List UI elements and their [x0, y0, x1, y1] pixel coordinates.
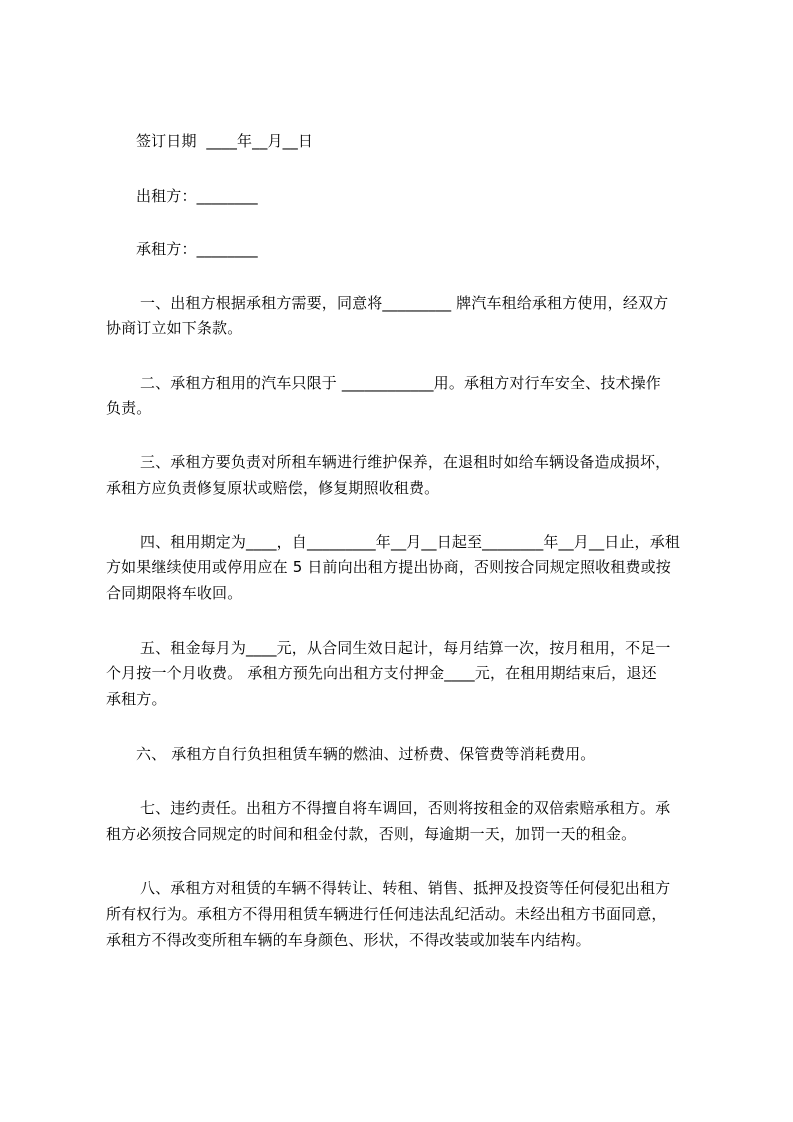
lessee-line: 承租方：________: [136, 240, 258, 258]
clause-1-line-1: 一、出租方根据承租方需要，同意将_________ 牌汽车租给承租方使用，经双方: [140, 294, 669, 312]
clause-7-line-2: 租方必须按合同规定的时间和租金付款，否则，每逾期一天，加罚一天的租金。: [106, 825, 637, 843]
clause-8-line-2: 所有权行为。承租方不得用租赁车辆进行任何违法乱纪活动。未经出租方书面同意，: [106, 905, 667, 923]
clause-1-line-2: 协商订立如下条款。: [106, 319, 243, 337]
clause-2-line-1: 二、承租方租用的汽车只限于 ____________用。承租方对行车安全、技术操作: [140, 374, 661, 392]
clause-4-line-1: 四、租用期定为____，自_________年__月__日起至________年__月__日止，承租: [140, 533, 681, 551]
clause-8-line-1: 八、承租方对租赁的车辆不得转让、转租、销售、抵押及投资等任何侵犯出租方: [140, 879, 671, 897]
clause-7-line-1: 七、违约责任。出租方不得擅自将车调回，否则将按租金的双倍索赔承租方。承: [140, 799, 671, 817]
clause-2-line-2: 负责。: [106, 399, 152, 417]
clause-3-line-2: 承租方应负责修复原状或赔偿，修复期照收租费。: [106, 479, 440, 497]
clause-6-line-1: 六、 承租方自行负担租赁车辆的燃油、过桥费、保管费等消耗费用。: [136, 745, 596, 763]
lessor-line: 出租方：________: [136, 187, 258, 205]
clause-5-line-1: 五、租金每月为____元，从合同生效日起计，每月结算一次，按月租用，不足一: [140, 639, 671, 657]
clause-4-line-3: 合同期限将车收回。: [106, 584, 243, 602]
clause-5-line-2: 个月按一个月收费。 承租方预先向出租方支付押金____元，在租用期结束后，退还: [106, 664, 657, 682]
clause-8-line-3: 承租方不得改变所租车辆的车身颜色、形状，不得改装或加装车内结构。: [106, 931, 591, 949]
clause-3-line-1: 三、承租方要负责对所租车辆进行维护保养，在退租时如给车辆设备造成损坏，: [140, 453, 671, 471]
clause-4-line-2: 方如果继续使用或停用应在 5 日前向出租方提出协商，否则按合同规定照收租费或按: [106, 558, 671, 576]
clause-5-line-3: 承租方。: [106, 690, 167, 708]
sign-date-line: 签订日期 ____年__月__日: [136, 132, 314, 150]
